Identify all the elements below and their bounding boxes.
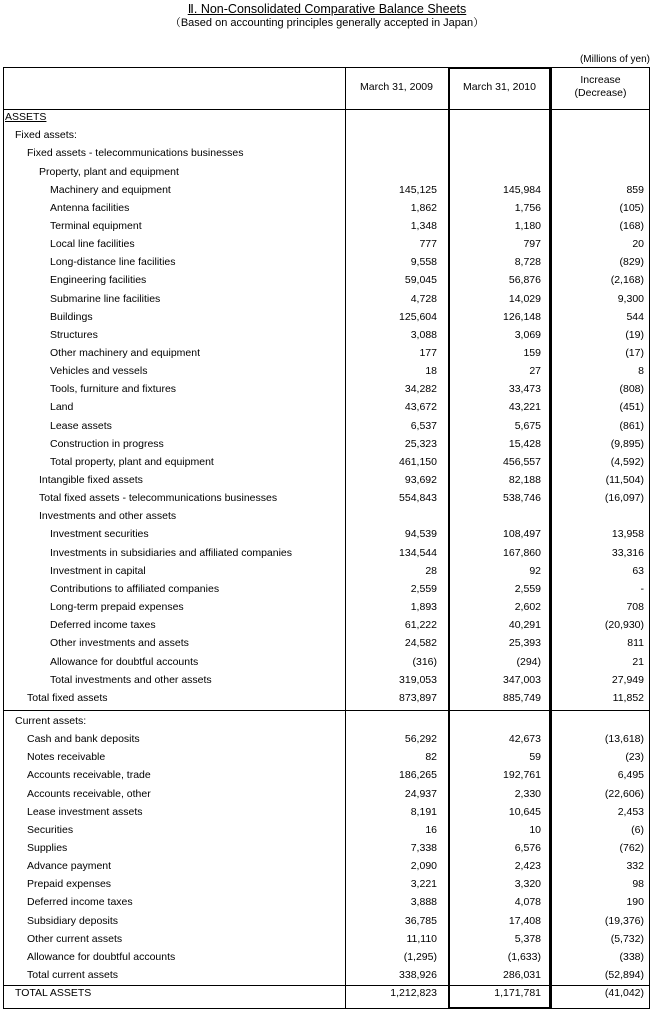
value-2009: 177 <box>419 346 437 359</box>
row-label: Intangible fixed assets <box>39 474 143 486</box>
value-change: (52,894) <box>604 969 644 981</box>
value-2010: 56,876 <box>508 274 541 287</box>
value-2009: 125,604 <box>399 310 437 323</box>
value-change: (16,097) <box>604 492 644 505</box>
table-row <box>3 822 650 840</box>
value-change: (17) <box>625 346 644 359</box>
row-label: Other current assets <box>27 932 123 945</box>
value-2009: 461,150 <box>399 455 437 468</box>
value-2009: 186,265 <box>399 769 437 782</box>
table-row <box>3 526 650 544</box>
value-change: (6) <box>631 823 644 836</box>
value-2010: 14,029 <box>508 292 541 305</box>
table-row <box>3 254 650 272</box>
value-2010: 33,473 <box>508 383 541 396</box>
value-2009: 24,582 <box>404 637 437 650</box>
row-label: Long-term prepaid expenses <box>50 601 184 613</box>
value-change: - <box>640 582 644 595</box>
row-label: Investments in subsidiaries and affiliated companies <box>50 546 293 559</box>
table-row <box>3 767 650 785</box>
value-2010: 108,497 <box>503 528 541 541</box>
table-row <box>3 654 650 672</box>
value-change: (9,895) <box>610 437 644 450</box>
row-label: Lease assets <box>50 419 112 432</box>
row-label: Total fixed assets <box>27 691 108 704</box>
value-2009: 1,212,823 <box>390 987 437 1000</box>
value-2010: 1,171,781 <box>494 987 541 1000</box>
value-2009: 145,125 <box>399 183 437 196</box>
value-2010: 6,576 <box>514 842 541 854</box>
value-change: (13,618) <box>604 733 644 746</box>
value-change: (22,606) <box>604 787 644 800</box>
value-change: (19) <box>625 328 644 341</box>
table-row <box>3 145 650 163</box>
row-label: Machinery and equipment <box>50 183 171 196</box>
value-2009: 34,282 <box>404 383 437 396</box>
value-2010: 15,428 <box>508 437 541 450</box>
row-label: Total property, plant and equipment <box>50 455 214 468</box>
column-header-2009: March 31, 2009 <box>360 81 433 93</box>
value-2009: 82 <box>425 751 437 764</box>
value-change: 708 <box>626 601 644 613</box>
value-change: 2,453 <box>617 805 644 818</box>
row-label: Deferred income taxes <box>50 619 156 632</box>
value-change: (5,732) <box>610 932 644 945</box>
value-2009: 61,222 <box>404 619 437 632</box>
value-2010: 92 <box>529 564 541 577</box>
value-change: 98 <box>632 878 644 891</box>
table-row <box>3 508 650 526</box>
value-2009: 43,672 <box>404 401 437 414</box>
table-row <box>3 931 650 949</box>
value-change: (20,930) <box>604 619 644 632</box>
value-2009: 2,090 <box>410 860 437 873</box>
value-change: 190 <box>626 896 644 909</box>
value-change: (338) <box>619 950 644 963</box>
value-2010: 2,602 <box>514 601 541 613</box>
value-2009: 25,323 <box>404 437 437 450</box>
row-label: Long-distance line facilities <box>50 256 176 269</box>
value-2009: 7,338 <box>410 842 437 854</box>
value-2009: 2,559 <box>410 582 437 595</box>
table-row <box>3 967 650 985</box>
column-header-change-line1: Increase <box>580 74 621 86</box>
table-row <box>3 858 650 876</box>
page-title: Ⅱ. Non-Consolidated Comparative Balance Sheets <box>187 2 467 16</box>
table-row <box>3 985 650 1003</box>
row-label: Fixed assets: <box>15 129 77 142</box>
row-label: Submarine line facilities <box>50 292 161 305</box>
value-change: 11,852 <box>612 691 644 704</box>
table-row <box>3 218 650 236</box>
row-label: Total fixed assets - telecommunications businesses <box>39 492 278 505</box>
value-2010: 8,728 <box>514 256 541 269</box>
value-change: (168) <box>619 219 644 232</box>
table-row <box>3 581 650 599</box>
value-2010: 2,330 <box>514 787 541 800</box>
value-2010: 1,756 <box>514 201 541 214</box>
value-change: 20 <box>632 238 644 251</box>
row-label: Securities <box>27 823 74 836</box>
row-label: Local line facilities <box>50 238 135 251</box>
value-change: 27,949 <box>611 673 644 686</box>
row-label: Total investments and other assets <box>50 673 212 686</box>
table-row <box>3 563 650 581</box>
row-label: Allowance for doubtful accounts <box>27 950 176 963</box>
value-2010: 10 <box>529 823 541 836</box>
table-row <box>3 309 650 327</box>
row-label: Structures <box>50 328 98 341</box>
value-2010: 145,984 <box>503 183 541 196</box>
value-change: (105) <box>619 201 644 214</box>
unit-note: (Millions of yen) <box>579 54 650 65</box>
row-label: Deferred income taxes <box>27 896 133 909</box>
value-2009: 16 <box>425 823 437 836</box>
table-row <box>3 490 650 508</box>
table-row <box>3 731 650 749</box>
value-2010: 3,069 <box>514 328 541 341</box>
table-row <box>3 272 650 290</box>
table-row <box>3 381 650 399</box>
table-row <box>3 617 650 635</box>
row-label: Investment in capital <box>50 564 146 577</box>
row-label: Contributions to affiliated companies <box>50 582 220 595</box>
page-subtitle: （Based on accounting principles generally accepted in Japan） <box>169 17 485 29</box>
value-change: 859 <box>626 183 644 196</box>
value-2010: 1,180 <box>514 219 541 232</box>
row-label: Cash and bank deposits <box>27 733 140 746</box>
row-label: Lease investment assets <box>27 805 143 818</box>
table-row <box>3 749 650 767</box>
value-2009: 6,537 <box>410 419 437 432</box>
value-change: 8 <box>638 365 644 378</box>
table-row <box>3 164 650 182</box>
value-change: 13,958 <box>611 528 644 541</box>
value-change: (23) <box>625 751 644 764</box>
row-label: Prepaid expenses <box>27 878 112 891</box>
value-2010: 797 <box>523 238 541 251</box>
value-2009: 94,539 <box>404 528 437 541</box>
value-change: (4,592) <box>610 455 644 468</box>
value-2010: 27 <box>529 365 541 378</box>
value-change: 544 <box>626 310 644 323</box>
table-row <box>3 200 650 218</box>
value-2009: 4,728 <box>410 292 437 305</box>
table-row <box>3 399 650 417</box>
table-row <box>3 545 650 563</box>
value-2009: 59,045 <box>404 274 437 287</box>
row-label: Land <box>50 401 74 414</box>
table-row <box>3 109 650 127</box>
table-row <box>3 876 650 894</box>
row-label: Investments and other assets <box>39 510 177 523</box>
value-2010: 82,188 <box>508 474 541 486</box>
table-row <box>3 949 650 967</box>
value-change: (808) <box>619 383 644 396</box>
value-2009: 338,926 <box>399 969 437 981</box>
value-2010: 2,423 <box>514 860 541 873</box>
value-2010: 538,746 <box>503 492 541 505</box>
row-label: Accounts receivable, trade <box>27 769 151 782</box>
value-change: 6,495 <box>617 769 644 782</box>
total-divider <box>3 985 650 986</box>
table-row <box>3 599 650 617</box>
row-label: Advance payment <box>27 860 112 873</box>
table-row <box>3 454 650 472</box>
table-row <box>3 291 650 309</box>
table-row <box>3 127 650 145</box>
value-2009: 36,785 <box>404 914 437 927</box>
value-2009: 1,862 <box>410 201 437 214</box>
value-2010: 43,221 <box>508 401 541 414</box>
row-label: Total current assets <box>27 969 119 981</box>
row-label: Fixed assets - telecommunications businesses <box>27 147 244 160</box>
value-change: 33,316 <box>611 546 644 559</box>
row-label: Engineering facilities <box>50 274 147 287</box>
table-row <box>3 472 650 490</box>
table-row <box>3 436 650 454</box>
row-label: Accounts receivable, other <box>27 787 151 800</box>
value-2009: 3,221 <box>410 878 437 891</box>
value-2010: 3,320 <box>514 878 541 891</box>
value-change: 811 <box>627 637 644 650</box>
row-label: Buildings <box>50 310 93 323</box>
value-2010: 159 <box>523 346 541 359</box>
value-2010: 192,761 <box>503 769 541 782</box>
row-label: Tools, furniture and fixtures <box>50 383 177 396</box>
table-row <box>3 913 650 931</box>
value-change: (11,504) <box>605 474 644 486</box>
row-label: ASSETS <box>5 111 47 123</box>
table-row <box>3 327 650 345</box>
value-2009: 1,348 <box>410 219 437 232</box>
row-label: Vehicles and vessels <box>50 365 148 378</box>
value-change: (19,376) <box>604 914 644 927</box>
value-2010: 167,860 <box>503 546 541 559</box>
value-change: 21 <box>632 655 644 668</box>
section-divider <box>3 710 650 711</box>
table-row <box>3 804 650 822</box>
row-label: Antenna facilities <box>50 201 130 214</box>
value-2009: (316) <box>412 655 437 668</box>
row-label: Property, plant and equipment <box>39 165 179 178</box>
value-change: 63 <box>632 564 644 577</box>
row-label: TOTAL ASSETS <box>15 987 92 1000</box>
row-label: Investment securities <box>50 528 149 541</box>
value-change: 9,300 <box>617 292 644 305</box>
value-2010: 42,673 <box>508 733 541 746</box>
value-2009: 11,110 <box>406 932 437 945</box>
value-2009: 3,088 <box>410 328 437 341</box>
row-label: Other investments and assets <box>50 637 189 650</box>
row-label: Allowance for doubtful accounts <box>50 655 199 668</box>
value-2009: 777 <box>419 238 437 251</box>
value-2010: 40,291 <box>508 619 541 632</box>
table-row <box>3 894 650 912</box>
table-row <box>3 418 650 436</box>
row-label: Terminal equipment <box>50 219 142 232</box>
value-change: (41,042) <box>604 987 644 1000</box>
row-label: Subsidiary deposits <box>27 914 119 927</box>
value-2009: 93,692 <box>404 474 437 486</box>
value-change: (2,168) <box>610 274 644 287</box>
value-2009: (1,295) <box>403 950 437 963</box>
value-change: (861) <box>619 419 644 432</box>
value-2009: 56,292 <box>404 733 437 746</box>
value-2009: 554,843 <box>399 492 437 505</box>
value-2010: (1,633) <box>507 950 541 963</box>
value-2010: 59 <box>529 751 541 764</box>
value-2010: 347,003 <box>503 673 541 686</box>
value-2010: 4,078 <box>514 896 541 909</box>
table-row <box>3 635 650 653</box>
value-2010: 5,378 <box>514 932 541 945</box>
value-change: 332 <box>626 860 644 873</box>
value-2010: 5,675 <box>514 419 541 432</box>
row-label: Other machinery and equipment <box>50 346 200 359</box>
value-2010: 885,749 <box>503 691 541 704</box>
value-2010: 2,559 <box>514 582 541 595</box>
value-change: (829) <box>619 256 644 269</box>
row-label: Supplies <box>27 842 68 854</box>
value-2010: (294) <box>516 655 541 668</box>
value-2009: 9,558 <box>410 256 437 269</box>
value-2010: 10,645 <box>508 805 541 818</box>
table-row <box>3 363 650 381</box>
row-label: Construction in progress <box>50 437 164 450</box>
row-label: Current assets: <box>15 714 87 727</box>
table-row <box>3 786 650 804</box>
row-label: Notes receivable <box>27 751 106 764</box>
table-row <box>3 690 650 708</box>
value-2010: 17,408 <box>508 914 541 927</box>
column-header-change-line2: (Decrease) <box>574 87 627 99</box>
table-row <box>3 236 650 254</box>
value-2009: 8,191 <box>410 805 437 818</box>
value-2009: 24,937 <box>404 787 437 800</box>
value-change: (451) <box>619 401 644 414</box>
value-2009: 134,544 <box>399 546 437 559</box>
value-2009: 28 <box>425 564 437 577</box>
value-2009: 873,897 <box>399 691 437 704</box>
value-2010: 126,148 <box>503 310 541 323</box>
value-2010: 286,031 <box>503 969 541 981</box>
table-row <box>3 713 650 731</box>
value-2009: 3,888 <box>410 896 437 909</box>
table-row <box>3 840 650 858</box>
value-2009: 18 <box>425 365 437 378</box>
value-2010: 456,557 <box>503 455 541 468</box>
value-2009: 1,893 <box>410 601 437 613</box>
value-change: (762) <box>619 842 644 854</box>
value-2009: 319,053 <box>399 673 437 686</box>
table-row <box>3 345 650 363</box>
table-row <box>3 182 650 200</box>
column-header-2010: March 31, 2010 <box>463 81 536 93</box>
column-header-change <box>551 74 650 100</box>
value-2010: 25,393 <box>508 637 541 650</box>
table-row <box>3 672 650 690</box>
